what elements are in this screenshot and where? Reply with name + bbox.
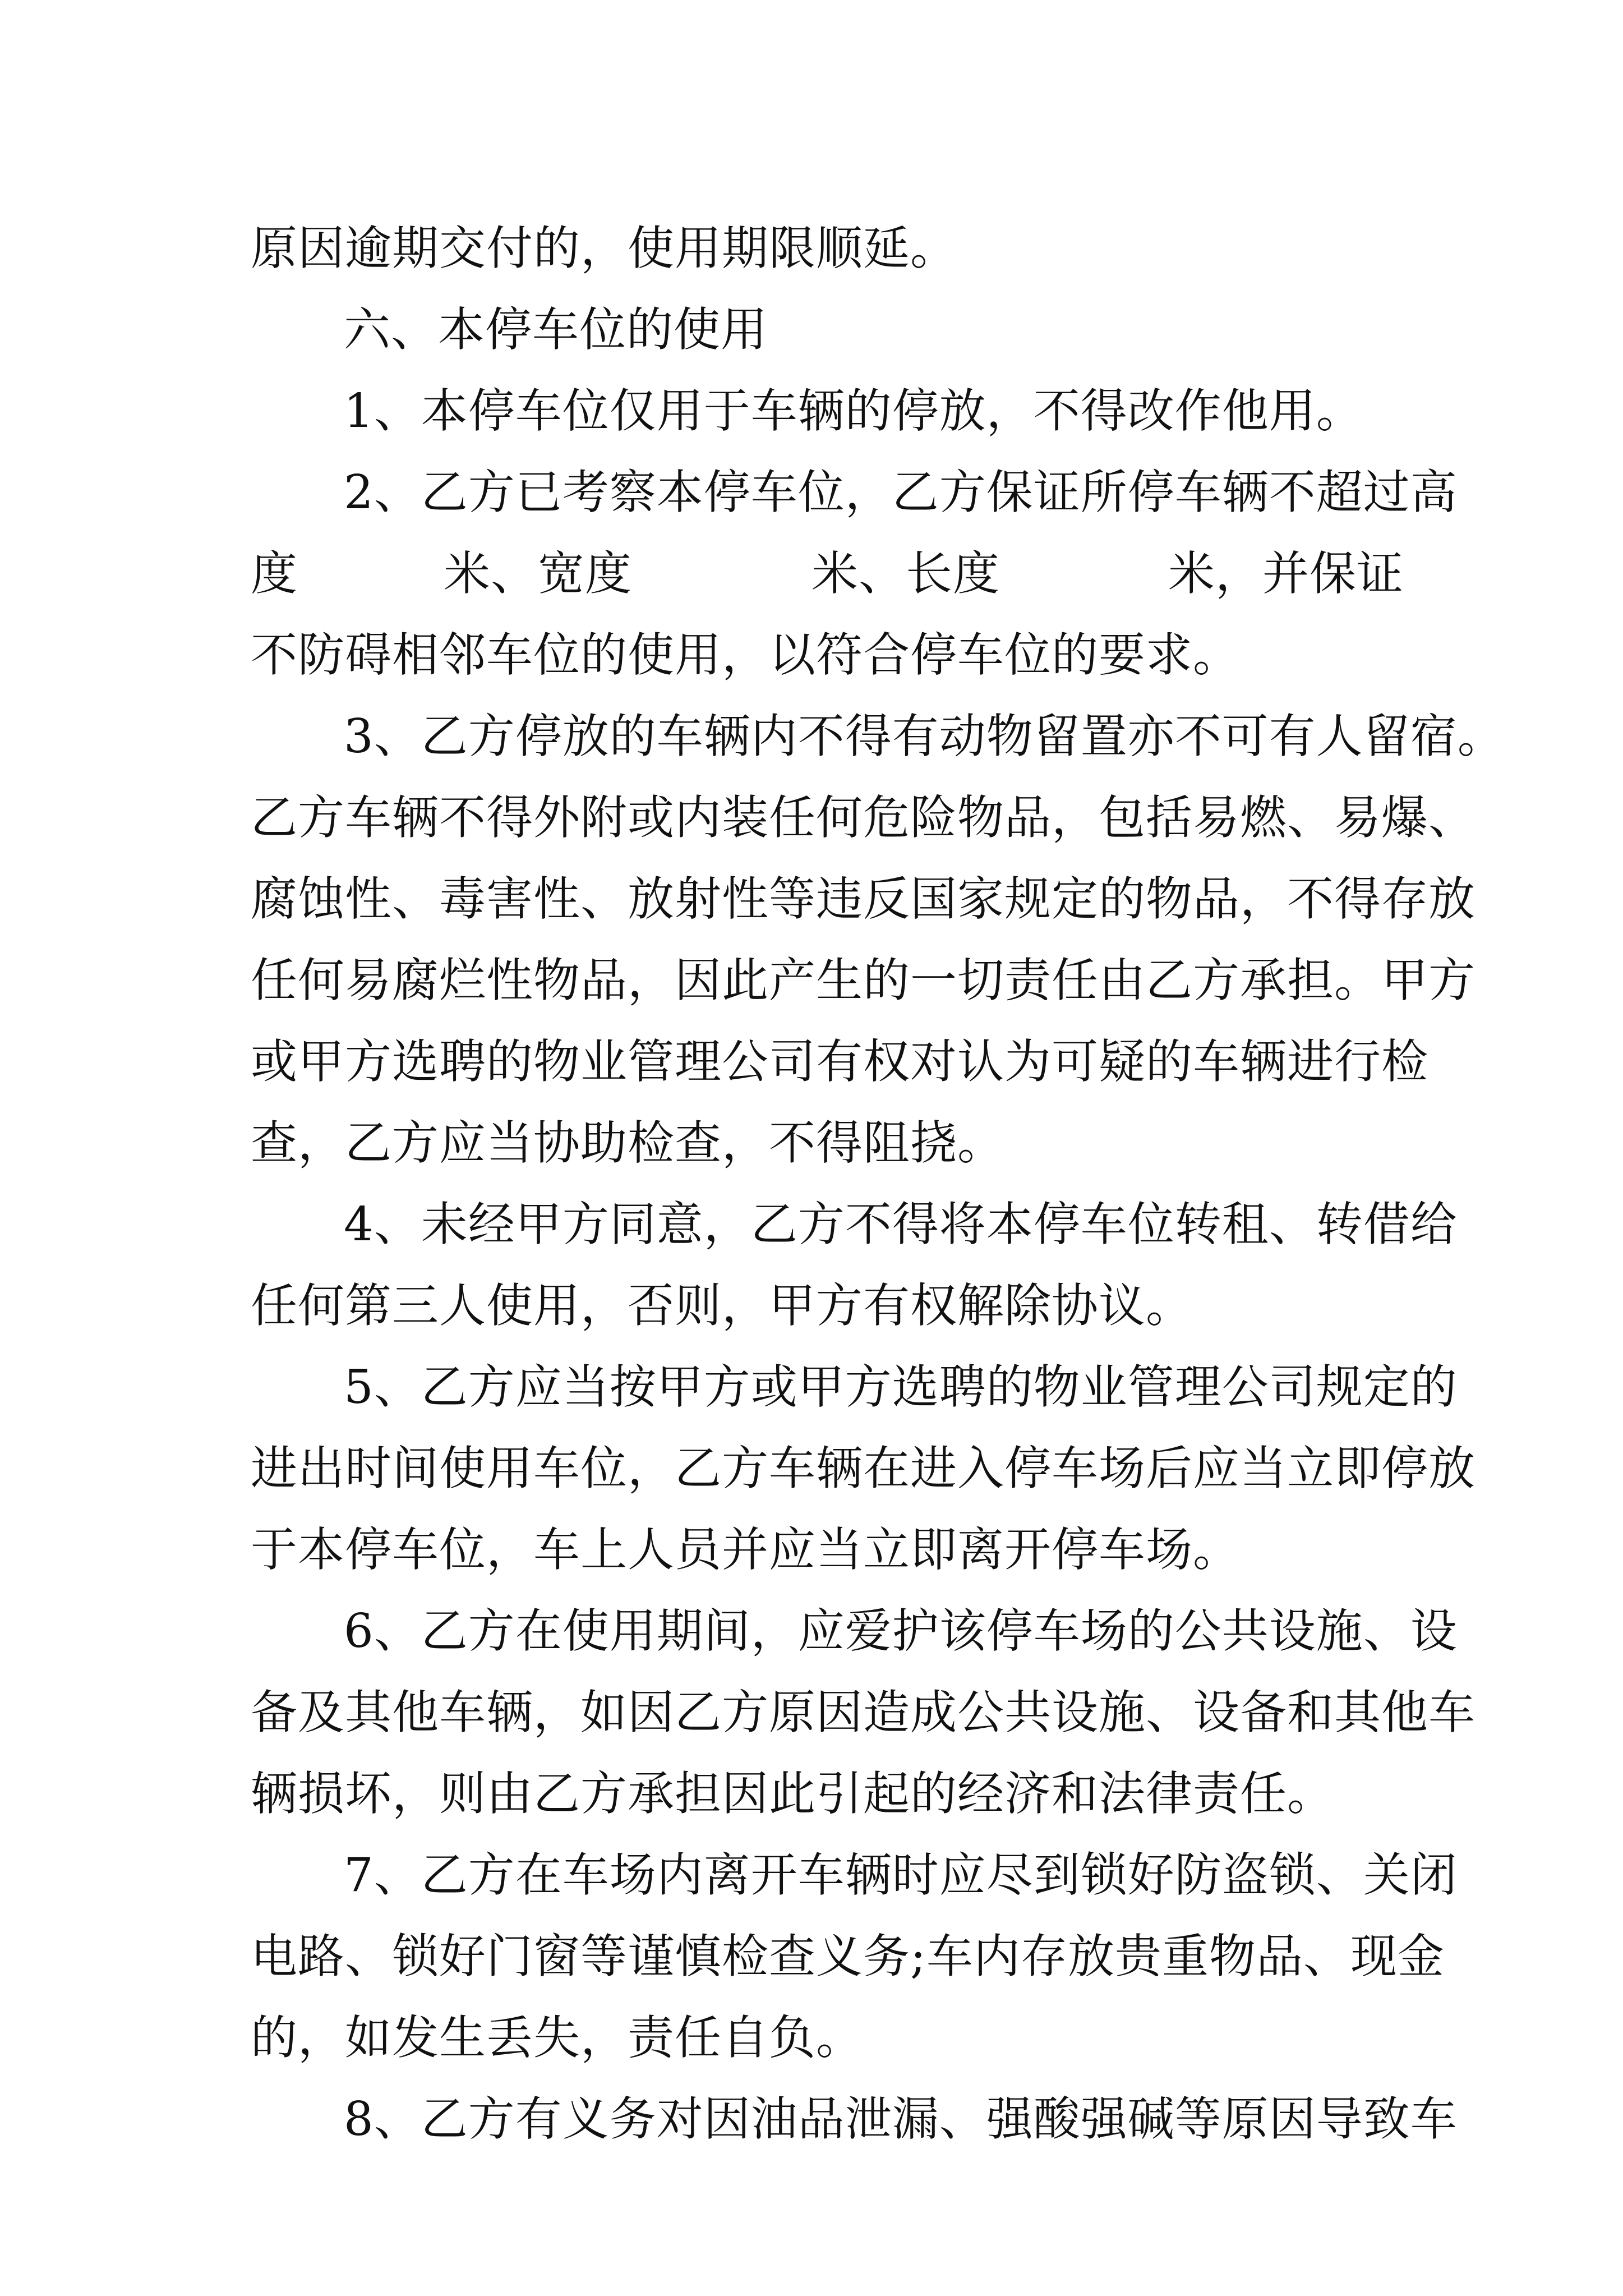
clause-5: 5、乙方应当按甲方或甲方选聘的物业管理公司规定的 bbox=[344, 1360, 1458, 1414]
text-line: 电路、锁好门窗等谨慎检查义务;车内存放贵重物品、现金 bbox=[251, 1929, 1445, 1984]
text-line: 任何易腐烂性物品，因此产生的一切责任由乙方承担。甲方 bbox=[251, 953, 1476, 1007]
text-line: 不防碍相邻车位的使用，以符合停车位的要求。 bbox=[251, 628, 1240, 682]
clause-3: 3、乙方停放的车辆内不得有动物留置亦不可有人留宿。 bbox=[344, 709, 1505, 763]
clause-8: 8、乙方有义务对因油品泄漏、强酸强碱等原因导致车 bbox=[344, 2092, 1458, 2146]
text-line: 腐蚀性、毒害性、放射性等违反国家规定的物品，不得存放 bbox=[251, 872, 1476, 926]
guarantee-text: 米，并保证 bbox=[1168, 546, 1404, 601]
text-line: 查，乙方应当协助检查，不得阻挠。 bbox=[251, 1116, 1004, 1170]
text-line: 备及其他车辆，如因乙方原因造成公共设施、设备和其他车 bbox=[251, 1685, 1476, 1740]
section-heading: 六、本停车位的使用 bbox=[344, 302, 768, 357]
document-body bbox=[251, 208, 1505, 2160]
text-line: 辆损坏，则由乙方承担因此引起的经济和法律责任。 bbox=[251, 1766, 1334, 1821]
height-label: 度 bbox=[251, 546, 298, 601]
clause-6: 6、乙方在使用期间，应爱护该停车场的公共设施、设 bbox=[344, 1604, 1458, 1658]
text-line: 任何第三人使用，否则，甲方有权解除协议。 bbox=[251, 1278, 1193, 1333]
text-line: 原因逾期交付的，使用期限顺延。 bbox=[251, 221, 957, 275]
width-label: 米、宽度 bbox=[444, 546, 632, 601]
text-line: 进出时间使用车位，乙方车辆在进入停车场后应当立即停放 bbox=[251, 1441, 1476, 1496]
length-label: 米、长度 bbox=[811, 546, 1000, 601]
text-line: 于本停车位，车上人员并应当立即离开停车场。 bbox=[251, 1522, 1240, 1577]
clause-7: 7、乙方在车场内离开车辆时应尽到锁好防盗锁、关闭 bbox=[344, 1848, 1458, 1902]
text-line: 乙方车辆不得外附或内装任何危险物品，包括易燃、易爆、 bbox=[251, 790, 1476, 845]
clause-1: 1、本停车位仅用于车辆的停放，不得改作他用。 bbox=[344, 384, 1363, 438]
clause-2: 2、乙方已考察本停车位，乙方保证所停车辆不超过高 bbox=[344, 465, 1458, 519]
clause-4: 4、未经甲方同意，乙方不得将本停车位转租、转借给 bbox=[344, 1197, 1458, 1251]
text-line: 的，如发生丢失，责任自负。 bbox=[251, 2010, 863, 2065]
text-line: 或甲方选聘的物业管理公司有权对认为可疑的车辆进行检 bbox=[251, 1034, 1428, 1089]
text-line-with-blanks bbox=[251, 533, 1404, 614]
